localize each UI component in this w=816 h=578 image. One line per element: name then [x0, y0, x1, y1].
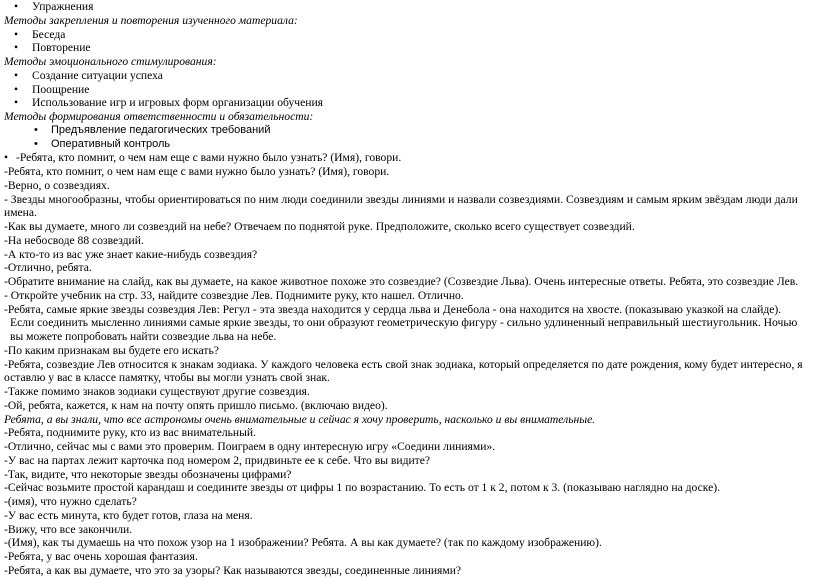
paragraph: -Также помимо знаков зодиаки существуют другие созвездия. [4, 385, 310, 398]
paragraph: -А кто-то из вас уже знает какие-нибудь созвездия? [4, 247, 258, 261]
section-heading: Методы эмоционального стимулирования: [4, 55, 217, 68]
paragraph: -На небосводе 88 созвездий. [4, 233, 144, 247]
bullet-item: • Использование игр и игровых форм организации обучения [4, 96, 812, 110]
paragraph: -Отлично, сейчас мы с вами это проверим. Поиграем в одну интересную игру «Соедини линиями». [4, 440, 496, 453]
paragraph: -(имя), что нужно сделать? [4, 495, 137, 508]
paragraph: -Так, видите, что некоторые звезды обозначены цифрами? [4, 467, 292, 481]
paragraph: -Ребята, созвездие Лев относится к знакам зодиака. У каждого человека есть свой знак зодиака, который определяется по дате рождения, кому будет интересно, я оставлю у вас в классе памятку, чтобы вы могли узнать свой знак. [4, 357, 803, 385]
paragraph: - Откройте учебник на стр. 33, найдите созвездие Лев. Поднимите руку, кто нашел. Отлично. [4, 288, 464, 302]
paragraph: -Ребята, самые яркие звезды созвездия Лев: Регул - эта звезда находится у сердца льва и Денебола - она находится на хвосте. (показываю указкой на слайде). [4, 302, 782, 316]
paragraph: -Верно, о созвездиях. [4, 178, 110, 192]
paragraph: -Ой, ребята, кажется, к нам на почту опять пришло письмо. (включаю видео). [4, 398, 388, 412]
bullet-item: • Поощрение [4, 83, 812, 97]
paragraph: -Как вы думаете, много ли созвездий на небе? Отвечаем по поднятой руке. Предположите, сколько всего существует созвездий. [4, 220, 635, 233]
paragraph: -По каким признакам вы будете его искать? [4, 343, 219, 357]
section-heading: Методы закрепления и повторения изученного материала: [4, 13, 298, 27]
bullet-dot-icon: • [4, 151, 9, 165]
paragraph: -Вижу, что все закончили. [4, 522, 133, 536]
paragraph: -Обратите внимание на слайд, как вы думаете, на какое животное похоже это созвездие? (Созвездие Льва). Очень интересные ответы. Ребята, это созвездие Лев. [4, 275, 799, 288]
paragraph: -У вас на партах лежит карточка под номером 2, придвиньте ее к себе. Что вы видите? [4, 453, 431, 467]
paragraph: -Ребята, кто помнит, о чем нам еще с вами нужно было узнать? (Имя), говори. [4, 165, 390, 178]
bullet-item: • Беседа [4, 28, 812, 42]
bullet-item: • Повторение [4, 41, 812, 55]
bullet-item: • Оперативный контроль [4, 138, 812, 152]
paragraph: -(Имя), как ты думаешь на что похож узор на 1 изображении? Ребята. А вы как думаете? (так по каждому изображению). [4, 536, 602, 550]
italic-paragraph: Ребята, а вы знали, что все астрономы очень внимательные и сейчас я хочу проверить, насколько и вы внимательные. [4, 412, 596, 426]
paragraph: - Звезды многообразны, чтобы ориентироваться по ним люди соединили звезды линиями и назвали созвездиями. Созвездиям и самым ярким звёздам люди дали имена. [4, 192, 798, 220]
paragraph: -Ребята, поднимите руку, кто из вас внимательный. [4, 426, 257, 440]
bullet-item: • Упражнения [4, 0, 812, 14]
paragraph: Если соединить мысленно линиями самые яркие звезды, то они образуют геометрическую фигуру - сильно удлиненный неправильный шестиугольник. Ночью вы можете попробовать найти созвездие льва на небе. [10, 316, 798, 343]
section-heading: Методы формирования ответственности и обязательности: [4, 110, 314, 123]
paragraph: -Сейчас возьмите простой карандаш и соедините звезды от цифры 1 по возрастанию. То есть от 1 к 2, потом к 3. (показываю наглядно на доске). [4, 481, 720, 495]
paragraph-text: -Ребята, кто помнит, о чем нам еще с вами нужно было узнать? (Имя), говори. [16, 151, 402, 165]
bullet-paragraph [4, 151, 812, 165]
paragraph: -Ребята, у вас очень хорошая фантазия. [4, 550, 198, 563]
paragraph: -Ребята, а как вы думаете, что это за узоры? Как называются звезды, соединенные линиями? [4, 563, 462, 577]
paragraph: -У вас есть минута, кто будет готов, глаза на меня. [4, 508, 253, 522]
bullet-item: • Предъявление педагогических требований [4, 124, 812, 138]
paragraph: -Отлично, ребята. [4, 261, 92, 275]
bullet-item: • Создание ситуации успеха [4, 69, 812, 83]
